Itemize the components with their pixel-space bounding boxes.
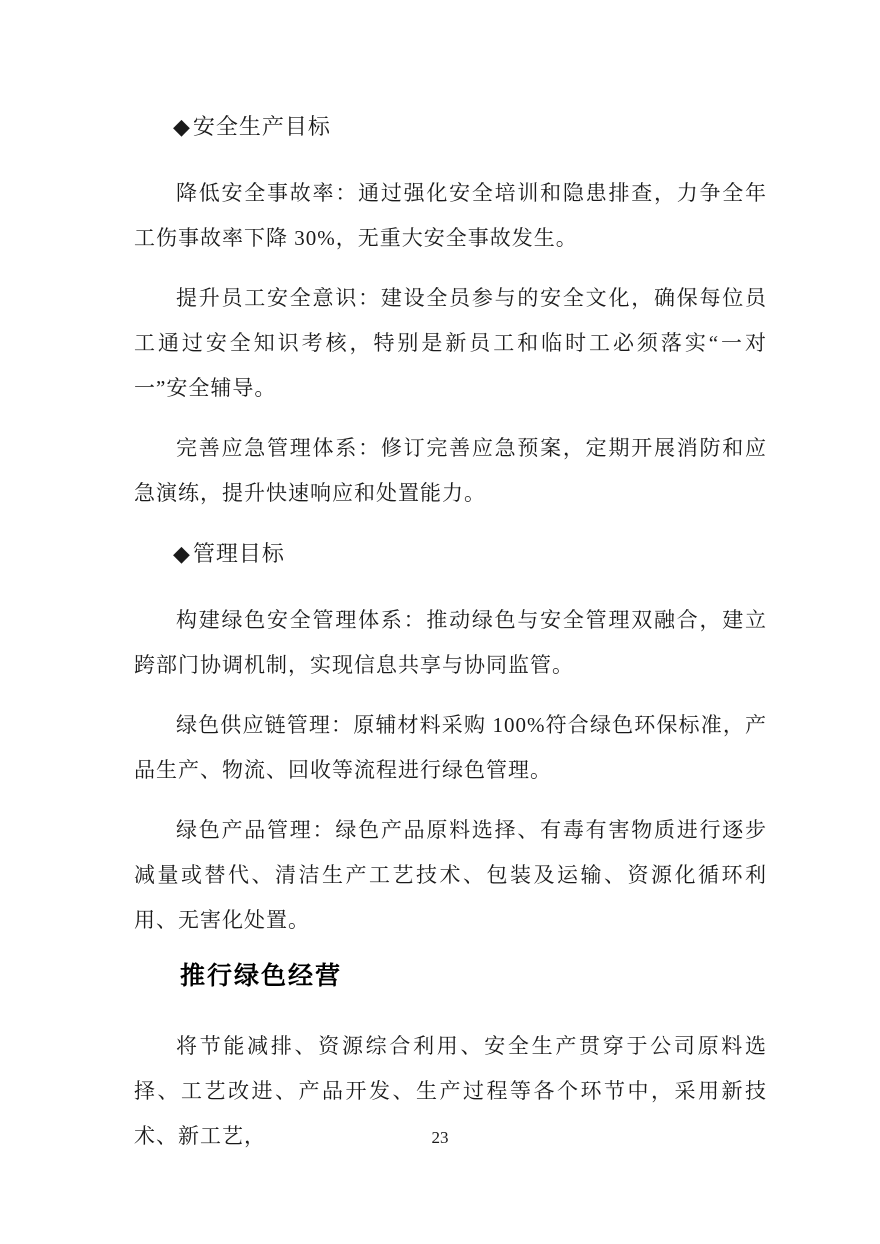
paragraph-emergency-management: 完善应急管理体系：修订完善应急预案，定期开展消防和应急演练，提升快速响应和处置能力。	[134, 436, 767, 505]
diamond-bullet-icon: ◆	[173, 114, 191, 139]
section-heading-green-operation: 推行绿色经营	[180, 962, 343, 990]
paragraph-green-safety-system: 构建绿色安全管理体系：推动绿色与安全管理双融合，建立跨部门协调机制，实现信息共享与协同监管。	[134, 608, 767, 677]
heading-text: 安全生产目标	[192, 114, 331, 139]
paragraph-green-operation-intro: 将节能减排、资源综合利用、安全生产贯穿于公司原料选择、工艺改进、产品开发、生产过程等各个环节中，采用新技术、新工艺，	[134, 1034, 767, 1148]
page-number: 23	[431, 1128, 449, 1147]
heading-text: 管理目标	[192, 541, 285, 566]
paragraph-raise-safety-awareness: 提升员工安全意识：建设全员参与的安全文化，确保每位员工通过安全知识考核，特别是新员工和临时工必须落实“一对一”安全辅导。	[134, 286, 767, 400]
document-content	[134, 104, 767, 1174]
section-heading-management-goals	[134, 531, 767, 576]
paragraph-green-product-management: 绿色产品管理：绿色产品原料选择、有毒有害物质进行逐步减量或替代、清洁生产工艺技术、包装及运输、资源化循环利用、无害化处置。	[134, 818, 767, 932]
section-heading-safety-production-goals	[134, 104, 767, 149]
paragraph-reduce-accident-rate: 降低安全事故率：通过强化安全培训和隐患排查，力争全年工伤事故率下降 30%，无重大安全事故发生。	[134, 181, 767, 250]
paragraph-green-supply-chain: 绿色供应链管理：原辅材料采购 100%符合绿色环保标准，产品生产、物流、回收等流程进行绿色管理。	[134, 713, 767, 782]
diamond-bullet-icon: ◆	[173, 541, 191, 566]
